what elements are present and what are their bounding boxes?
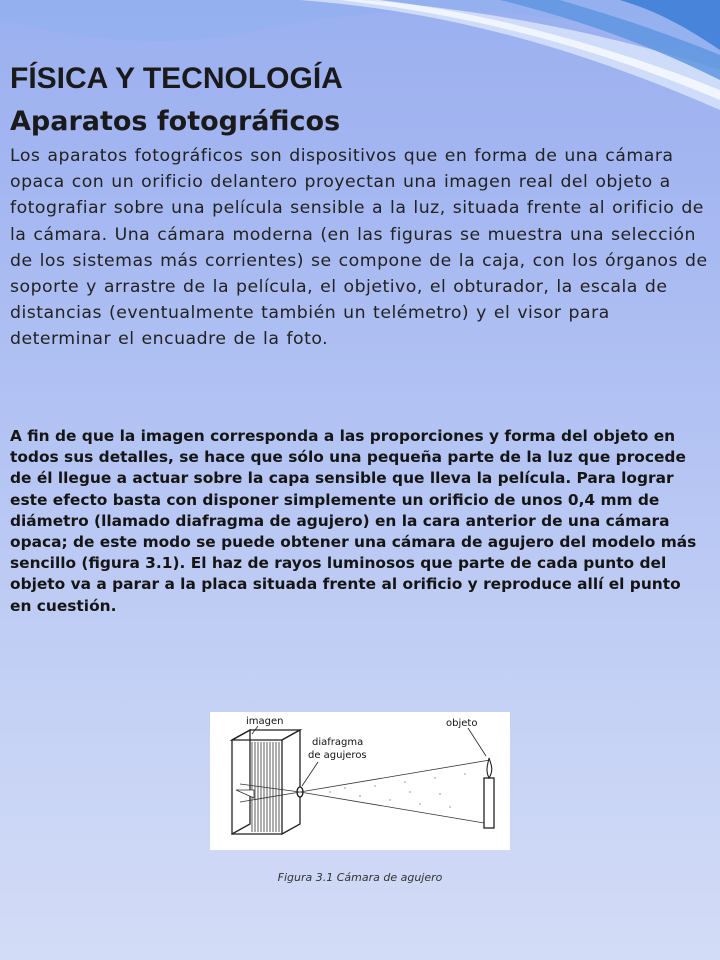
figure-caption: Figura 3.1 Cámara de agujero <box>277 871 443 884</box>
candle-flame <box>487 758 492 778</box>
label-diafragma: diafragma <box>312 737 364 748</box>
decorative-wave-header <box>0 0 720 120</box>
label-objeto: objeto <box>446 718 478 729</box>
pinhole-camera-diagram <box>210 712 510 850</box>
candle-body <box>484 778 494 828</box>
page-title: FÍSICA Y TECNOLOGÍA <box>10 62 343 95</box>
page-subtitle: Aparatos fotográficos <box>10 106 341 137</box>
camera-front-face <box>282 730 300 834</box>
pinhole-camera-figure <box>210 712 510 850</box>
label-de-agujeros: de agujeros <box>308 750 367 761</box>
pinhole-paragraph: A fin de que la imagen corresponda a las proporciones y forma del objeto en todos sus detalles, se hace que sólo una pequeña parte de la luz que procede de él llegue a actuar sobre la capa sensible que lleva la película. Para lograr este efecto basta con disponer simplemente un orificio de unos 0,4 mm de diámetro (llamado diafragma de agujero) en la cara anterior de una cámara opaca; de este modo se puede obtener una cámara de agujero del modelo más sencillo (figura 3.1). El haz de rayos luminosos que parte de cada punto del objeto va a parar a la placa situada frente al orificio y reproduce allí el punto en cuestión. <box>10 427 697 615</box>
ray-stipple <box>329 773 465 807</box>
light-rays <box>240 760 490 824</box>
label-imagen: imagen <box>246 716 284 727</box>
intro-paragraph: Los aparatos fotográficos son dispositivos que en forma de una cámara opaca con un orificio delantero proyectan una imagen real del objeto a fotografiar sobre una película sensible a la luz, situada frente al orificio de la cámara. Una cámara moderna (en las figuras se muestra una selección de los sistemas más corrientes) se compone de la caja, con los órganos de soporte y arrastre de la película, el objetivo, el obturador, la escala de distancias (eventualmente también un telémetro) y el visor para determinar el encuadre de la foto. <box>10 146 708 350</box>
camera-back-face <box>232 730 250 834</box>
